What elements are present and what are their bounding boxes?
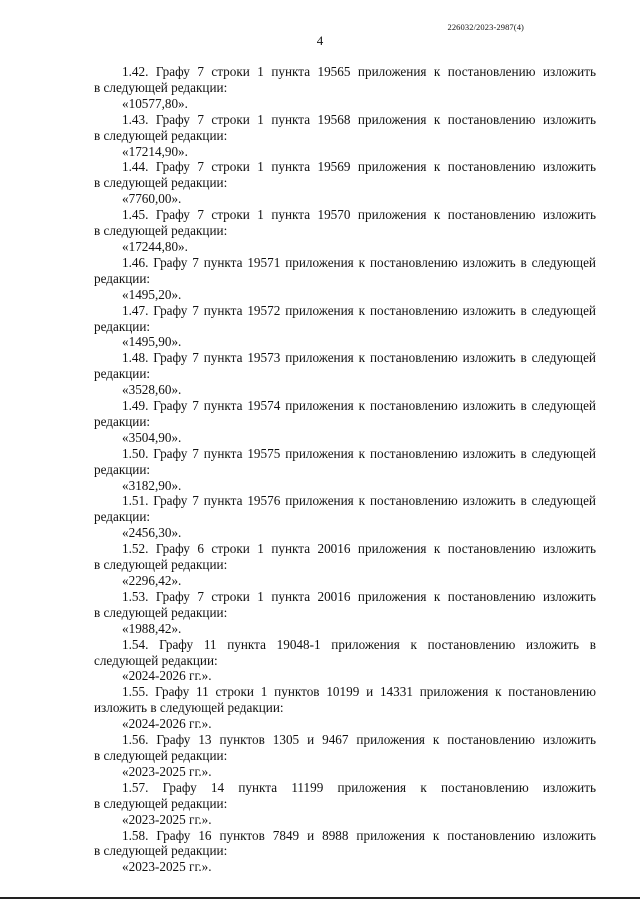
- amendment-item: [94, 828, 596, 876]
- amendment-new-value: «17214,90».: [122, 143, 188, 159]
- amendment-new-value: «2456,30».: [122, 525, 182, 541]
- amendment-new-value: «10577,80».: [122, 95, 188, 111]
- amendment-instruction: 1.48. Графу 7 пункта 19573 приложения к постановлению изложить в следующей: [122, 350, 596, 366]
- amendment-instruction-continued: изложить в следующей редакции:: [94, 700, 284, 716]
- amendment-instruction-continued: в следующей редакции:: [94, 795, 228, 811]
- amendment-instruction-continued: в следующей редакции:: [94, 79, 228, 95]
- amendment-item: [94, 780, 596, 828]
- amendment-item: [94, 64, 596, 112]
- amendment-instruction-continued: редакции:: [94, 270, 151, 286]
- amendment-new-value: «1495,90».: [122, 334, 182, 350]
- amendment-new-value: «1495,20».: [122, 286, 182, 302]
- amendment-instruction: 1.51. Графу 7 пункта 19576 приложения к постановлению изложить в следующей: [122, 493, 596, 509]
- amendment-item: [94, 303, 596, 351]
- document-registration-number: 226032/2023-2987(4): [447, 22, 524, 32]
- amendment-item: [94, 398, 596, 446]
- amendment-instruction: 1.57. Графу 14 пункта 11199 приложения к постановлению изложить: [122, 779, 596, 795]
- amendment-instruction: 1.52. Графу 6 строки 1 пункта 20016 приложения к постановлению изложить: [122, 541, 596, 557]
- amendment-instruction-continued: в следующей редакции:: [94, 175, 228, 191]
- amendment-instruction: 1.46. Графу 7 пункта 19571 приложения к постановлению изложить в следующей: [122, 254, 596, 270]
- amendment-item: [94, 446, 596, 494]
- amendment-instruction: 1.53. Графу 7 строки 1 пункта 20016 приложения к постановлению изложить: [122, 588, 596, 604]
- amendment-new-value: «17244,80».: [122, 238, 188, 254]
- amendment-instruction-continued: в следующей редакции:: [94, 127, 228, 143]
- amendment-instruction-continued: в следующей редакции:: [94, 747, 228, 763]
- amendment-instruction: 1.49. Графу 7 пункта 19574 приложения к постановлению изложить в следующей: [122, 398, 596, 414]
- amendment-instruction: 1.43. Графу 7 строки 1 пункта 19568 приложения к постановлению изложить: [122, 111, 596, 127]
- amendment-new-value: «3182,90».: [122, 477, 182, 493]
- scan-bottom-edge-line: [0, 897, 640, 899]
- amendment-item: [94, 159, 596, 207]
- amendment-item: [94, 207, 596, 255]
- amendment-instruction-continued: редакции:: [94, 366, 151, 382]
- amendment-new-value: «2024-2026 гг.».: [122, 668, 212, 684]
- amendment-item: [94, 255, 596, 303]
- amendment-item: [94, 684, 596, 732]
- page-number: 4: [316, 33, 324, 48]
- amendment-instruction: 1.58. Графу 16 пунктов 7849 и 8988 приложения к постановлению изложить: [122, 827, 596, 843]
- amendment-instruction-continued: редакции:: [94, 461, 151, 477]
- amendment-instruction-continued: в следующей редакции:: [94, 843, 228, 859]
- amendment-instruction: 1.42. Графу 7 строки 1 пункта 19565 приложения к постановлению изложить: [122, 64, 596, 79]
- amendments-list: [94, 64, 596, 875]
- amendment-instruction: 1.47. Графу 7 пункта 19572 приложения к постановлению изложить в следующей: [122, 302, 596, 318]
- amendment-instruction: 1.50. Графу 7 пункта 19575 приложения к постановлению изложить в следующей: [122, 445, 596, 461]
- amendment-instruction: 1.56. Графу 13 пунктов 1305 и 9467 приложения к постановлению изложить: [122, 732, 596, 748]
- amendment-new-value: «3528,60».: [122, 382, 182, 398]
- amendment-item: [94, 112, 596, 160]
- amendment-instruction: 1.45. Графу 7 строки 1 пункта 19570 приложения к постановлению изложить: [122, 207, 596, 223]
- amendment-instruction-continued: редакции:: [94, 413, 151, 429]
- amendment-new-value: «1988,42».: [122, 620, 182, 636]
- amendment-instruction: 1.54. Графу 11 пункта 19048-1 приложения к постановлению изложить в: [122, 636, 596, 652]
- amendment-new-value: «2023-2025 гг.».: [122, 859, 212, 875]
- amendment-new-value: «3504,90».: [122, 429, 182, 445]
- amendment-instruction: 1.44. Графу 7 строки 1 пункта 19569 приложения к постановлению изложить: [122, 159, 596, 175]
- amendment-item: [94, 732, 596, 780]
- amendment-instruction-continued: следующей редакции:: [94, 652, 218, 668]
- amendment-instruction: 1.55. Графу 11 строки 1 пунктов 10199 и 14331 приложения к постановлению: [122, 684, 596, 700]
- amendment-item: [94, 589, 596, 637]
- amendment-item: [94, 637, 596, 685]
- amendment-instruction-continued: в следующей редакции:: [94, 223, 228, 239]
- amendment-new-value: «2296,42».: [122, 573, 182, 588]
- amendment-new-value: «7760,00».: [122, 191, 182, 207]
- amendment-item: [94, 350, 596, 398]
- amendment-new-value: «2023-2025 гг.».: [122, 763, 212, 779]
- amendment-item: [94, 541, 596, 589]
- amendment-instruction-continued: в следующей редакции:: [94, 604, 228, 620]
- amendment-new-value: «2024-2026 гг.».: [122, 716, 212, 732]
- amendment-instruction-continued: в следующей редакции:: [94, 557, 228, 573]
- amendment-instruction-continued: редакции:: [94, 318, 151, 334]
- amendment-new-value: «2023-2025 гг.».: [122, 811, 212, 827]
- amendment-item: [94, 493, 596, 541]
- amendment-instruction-continued: редакции:: [94, 509, 151, 525]
